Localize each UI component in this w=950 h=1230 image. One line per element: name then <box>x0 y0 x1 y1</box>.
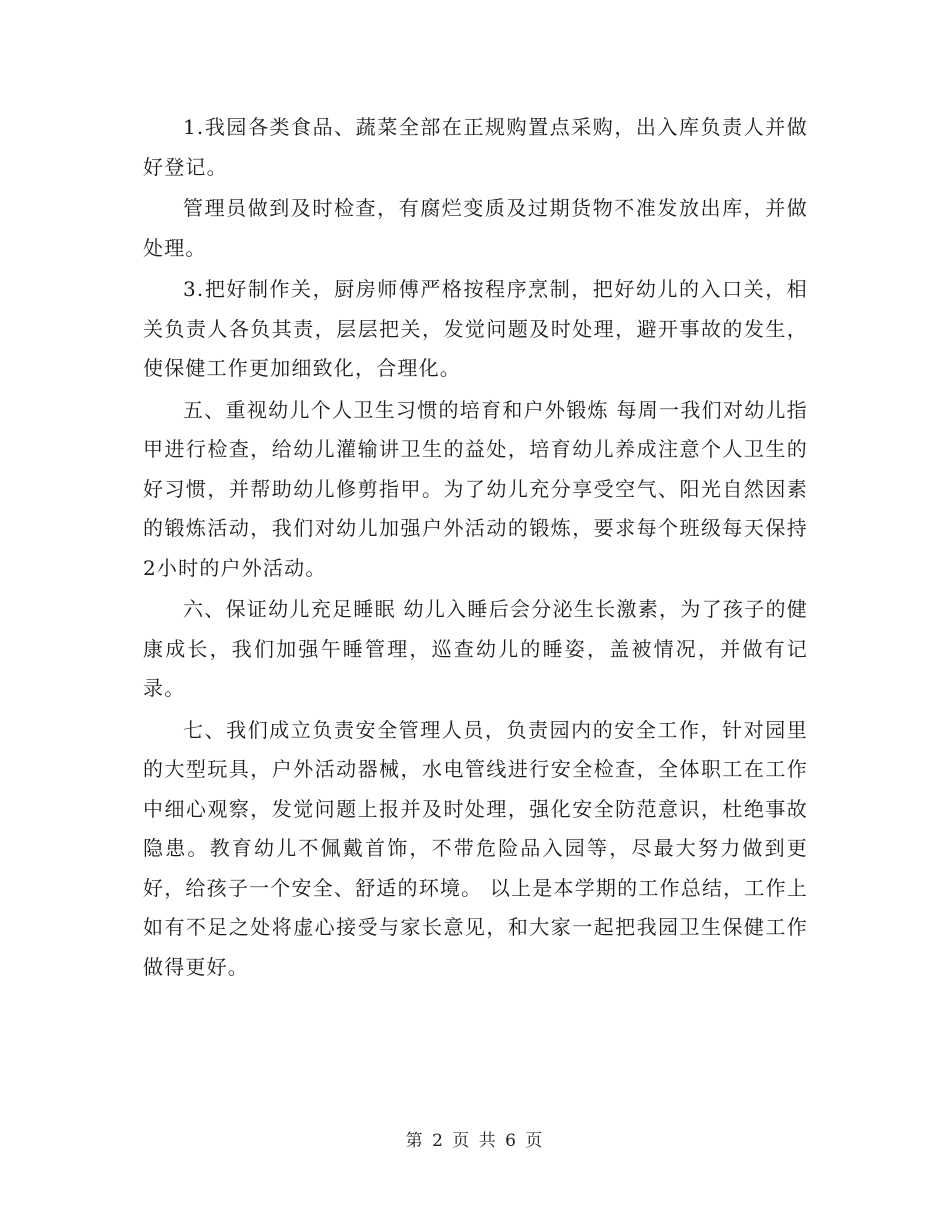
paragraph-inspection: 管理员做到及时检查，有腐烂变质及过期货物不准发放出库，并做处理。 <box>143 196 808 260</box>
paragraph-hygiene-exercise: 五、重视幼儿个人卫生习惯的培育和户外锻炼 每周一我们对幼儿指甲进行检查，给幼儿灌输讲卫生的益处，培育幼儿养成注意个人卫生的好习惯，并帮助幼儿修剪指甲。为了幼儿充分享受空气、阳光自然因素的锻炼活动，我们对幼儿加强户外活动的锻炼，要求每个班级每天保持2小时的户外活动。 <box>143 397 808 580</box>
page-number-footer: 第 2 页 共 6 页 <box>405 1131 545 1151</box>
paragraph-safety-summary: 七、我们成立负责安全管理人员，负责园内的安全工作，针对园里的大型玩具，户外活动器械，水电管线进行安全检查，全体职工在工作中细心观察，发觉问题上报并及时处理，强化安全防范意识，杜绝事故隐患。教育幼儿不佩戴首饰，不带危险品入园等，尽最大努力做到更好，给孩子一个安全、舒适的环境。 以上是本学期的工作总结，工作上如有不足之处将虚心接受与家长意见，和大家一起把我园卫生保健工作做得更好。 <box>143 717 808 979</box>
document-body <box>143 108 808 989</box>
paragraph-cooking: 3.把好制作关，厨房师傅严格按程序烹制，把好幼儿的入口关，相关负责人各负其责，层层把关，发觉问题及时处理，避开事故的发生，使保健工作更加细致化，合理化。 <box>143 277 808 380</box>
paragraph-food-purchase: 1.我园各类食品、蔬菜全部在正规购置点采购，出入库负责人并做好登记。 <box>143 115 808 179</box>
paragraph-sleep: 六、保证幼儿充足睡眠 幼儿入睡后会分泌生长激素，为了孩子的健康成长，我们加强午睡管理，巡查幼儿的睡姿，盖被情况，并做有记录。 <box>143 597 808 700</box>
